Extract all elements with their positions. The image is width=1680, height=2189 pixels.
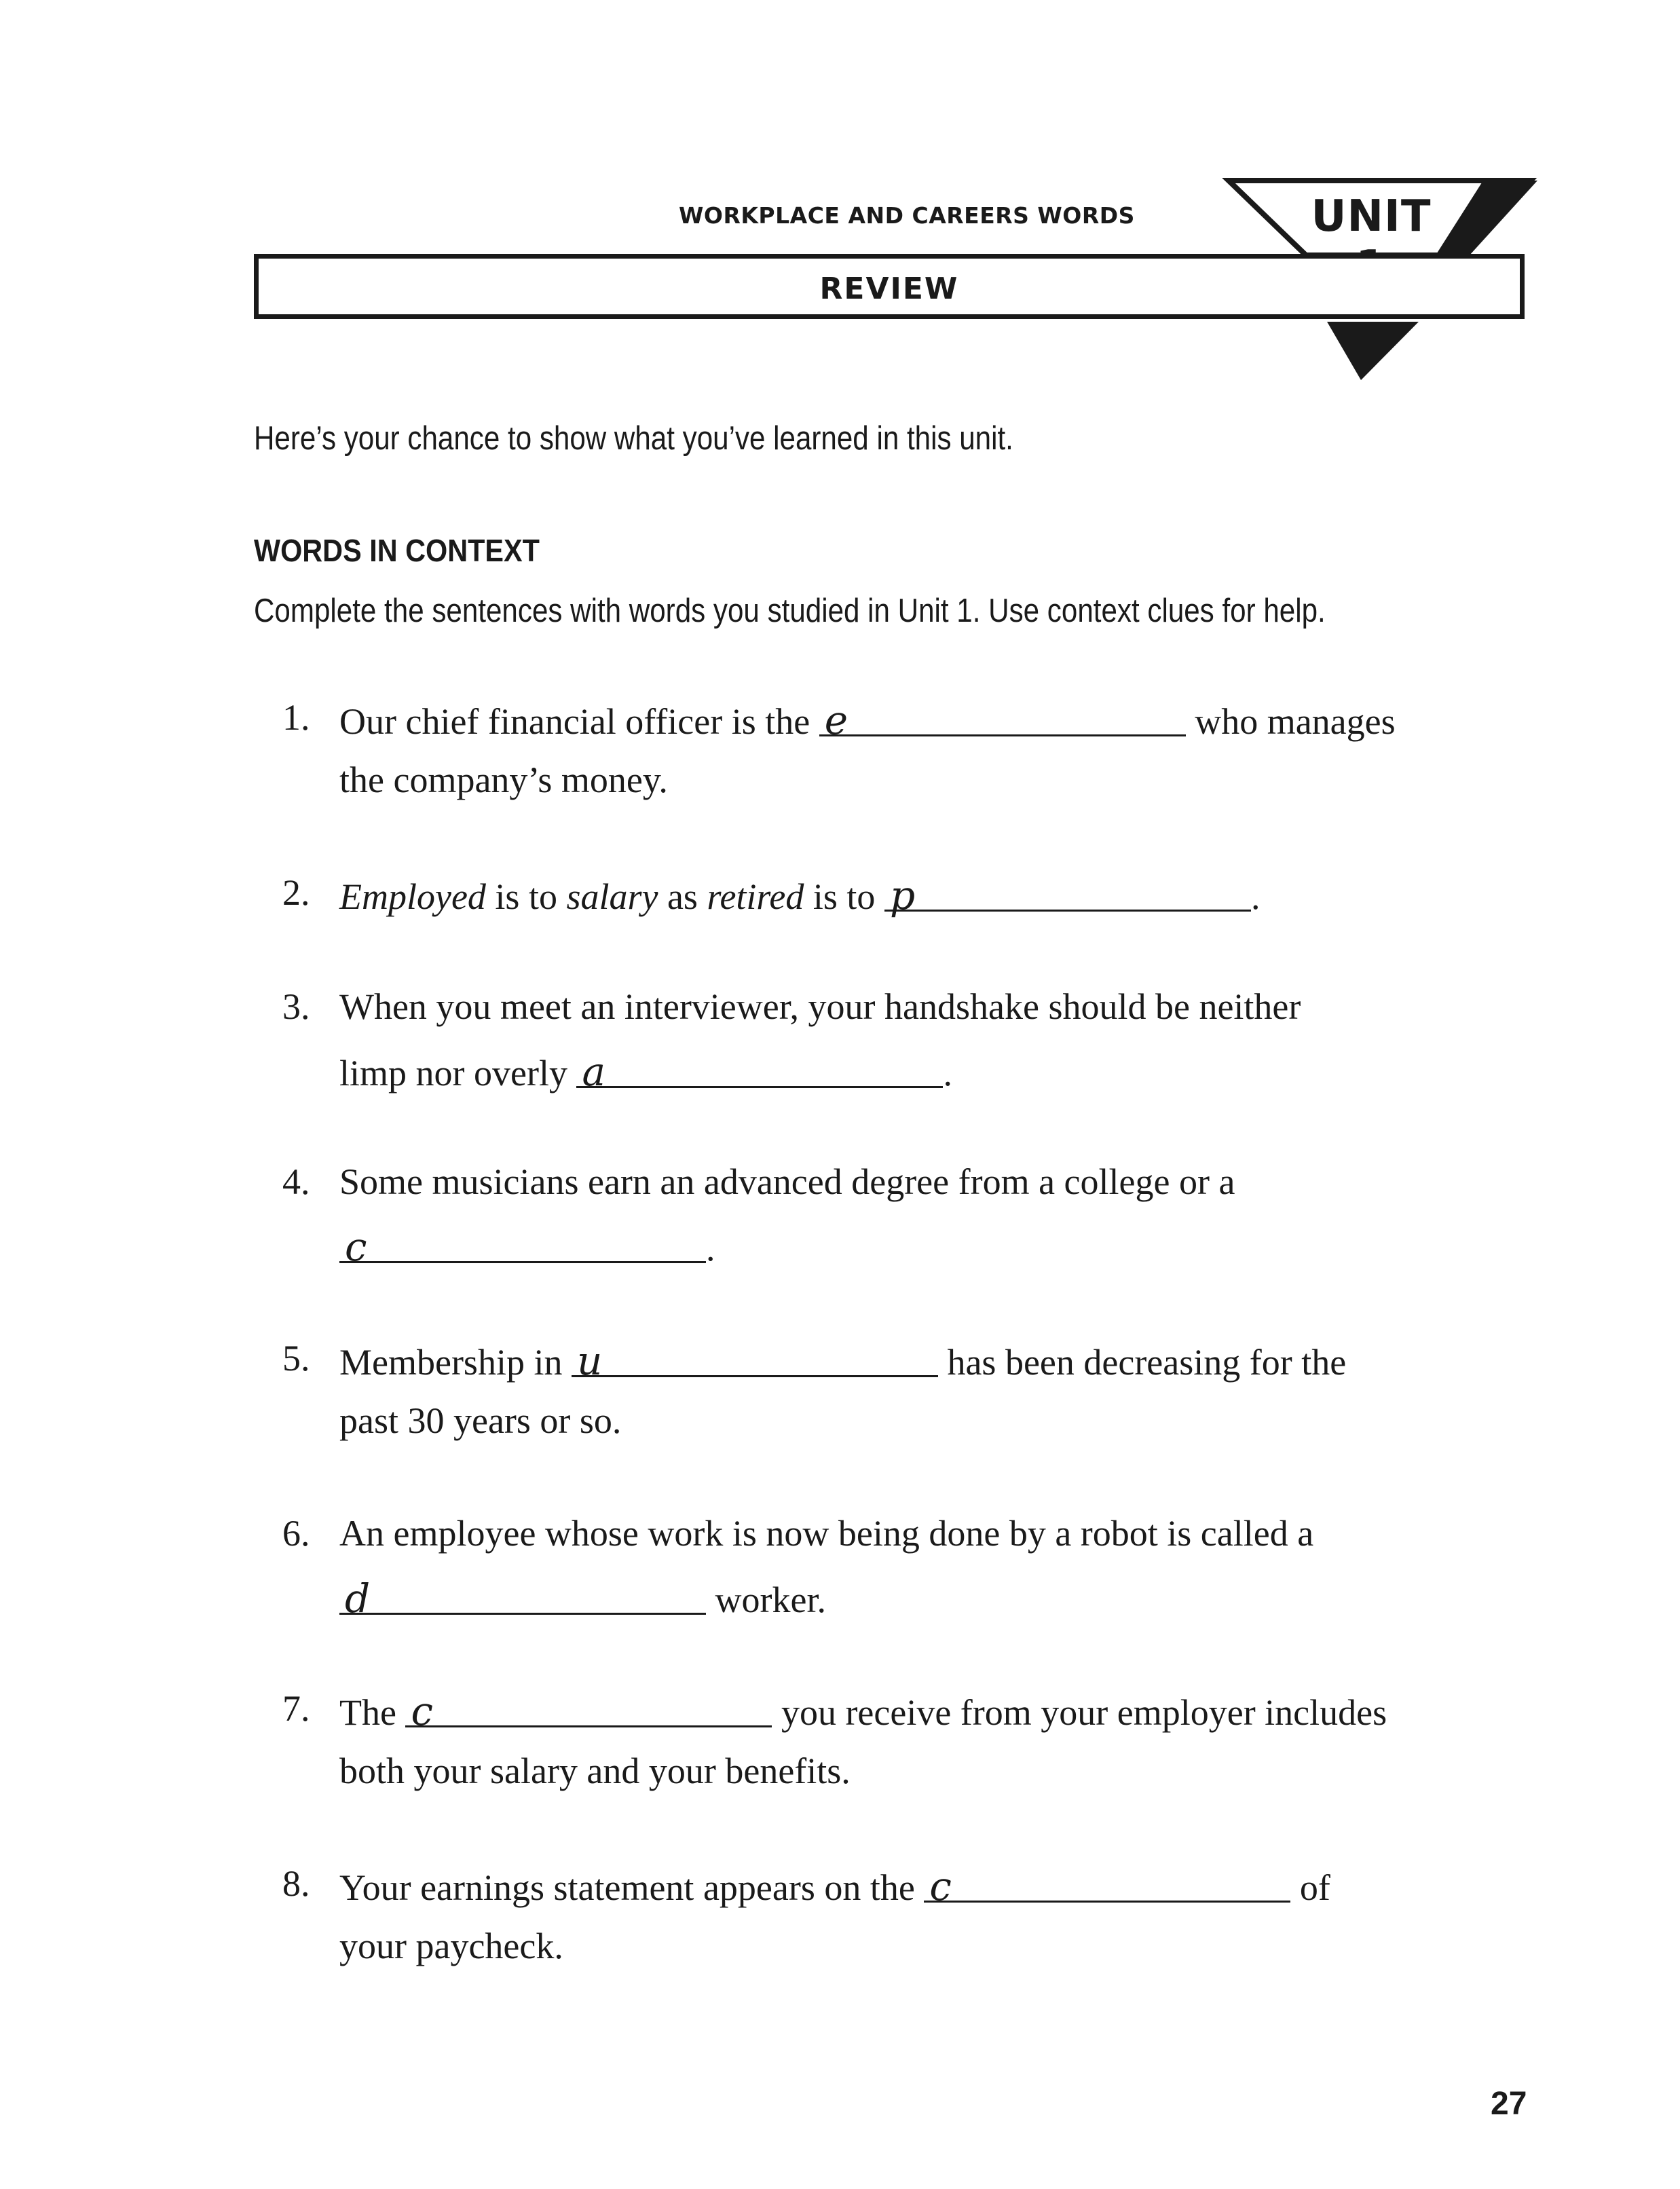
item-line [339,697,1396,743]
intro-text: Here’s your chance to show what you’ve learned in this unit. [254,420,1013,457]
item-number: 5. [282,1338,310,1379]
item-word: retired [707,876,804,917]
item-line [339,1863,1330,1909]
answer-blank[interactable] [884,872,1251,918]
item-number: 3. [282,986,310,1027]
item-number: 8. [282,1863,310,1904]
item-line [339,872,1261,918]
hint-letter: d [345,1575,371,1622]
item-number: 2. [282,872,310,913]
item-number: 6. [282,1513,310,1554]
item-text: The [339,1692,406,1733]
item-text: who manages [1185,701,1396,742]
item-text: . [943,1053,952,1093]
item-text: is to [485,876,567,917]
page-number: 27 [1491,2086,1527,2122]
answer-blank[interactable] [405,1688,772,1734]
item-line [339,1224,715,1270]
hint-letter: c [929,1863,952,1909]
item-text: past 30 years or so. [339,1400,622,1441]
answer-blank[interactable] [339,1575,706,1622]
answer-blank[interactable] [572,1338,938,1384]
hint-letter: u [576,1338,603,1384]
item-line [339,1688,1387,1734]
item-text: as [658,876,707,917]
item-word: Employed [339,876,486,917]
item-text: has been decreasing for the [937,1342,1347,1383]
item-text: is to [804,876,884,917]
section-title: REVIEW [819,272,959,306]
item-text: Our chief financial officer is the [339,701,819,742]
item-number: 1. [282,697,310,738]
item-number: 4. [282,1161,310,1202]
item-text: of [1290,1867,1330,1908]
hint-letter: c [345,1224,367,1270]
hint-letter: c [411,1688,433,1734]
item-text: the company’s money. [339,760,668,800]
answer-blank[interactable] [924,1863,1290,1909]
item-text: . [1250,876,1261,917]
item-text: Your earnings statement appears on the [339,1867,925,1908]
item-text: worker. [706,1579,826,1620]
item-text: your paycheck. [339,1926,563,1966]
answer-blank[interactable] [339,1224,706,1270]
item-text: Some musicians earn an advanced degree from a college or a [339,1161,1235,1202]
item-text: Membership in [339,1342,572,1383]
item-text: An employee whose work is now being done by a robot is called a [339,1513,1314,1554]
item-text: limp nor overly [339,1053,577,1093]
hint-letter: p [889,872,916,918]
hint-letter: e [824,697,848,743]
review-bar [254,254,1525,319]
item-line [339,1049,952,1095]
item-text: both your salary and your benefits. [339,1751,851,1791]
answer-blank[interactable] [819,697,1186,743]
item-line [339,1338,1347,1384]
section-heading: WORDS IN CONTEXT [254,533,540,568]
item-text: When you meet an interviewer, your handshake should be neither [339,986,1301,1027]
item-number: 7. [282,1688,310,1729]
item-text: you receive from your employer includes [772,1692,1387,1733]
item-text: . [706,1228,715,1269]
item-line [339,1575,826,1622]
unit-label: UNIT [1311,191,1432,242]
hint-letter: a [582,1049,606,1095]
item-word: salary [566,876,658,917]
instructions: Complete the sentences with words you studied in Unit 1. Use context clues for help. [254,593,1326,629]
category-title: WORKPLACE AND CAREERS WORDS [679,202,1135,229]
answer-blank[interactable] [576,1049,943,1095]
